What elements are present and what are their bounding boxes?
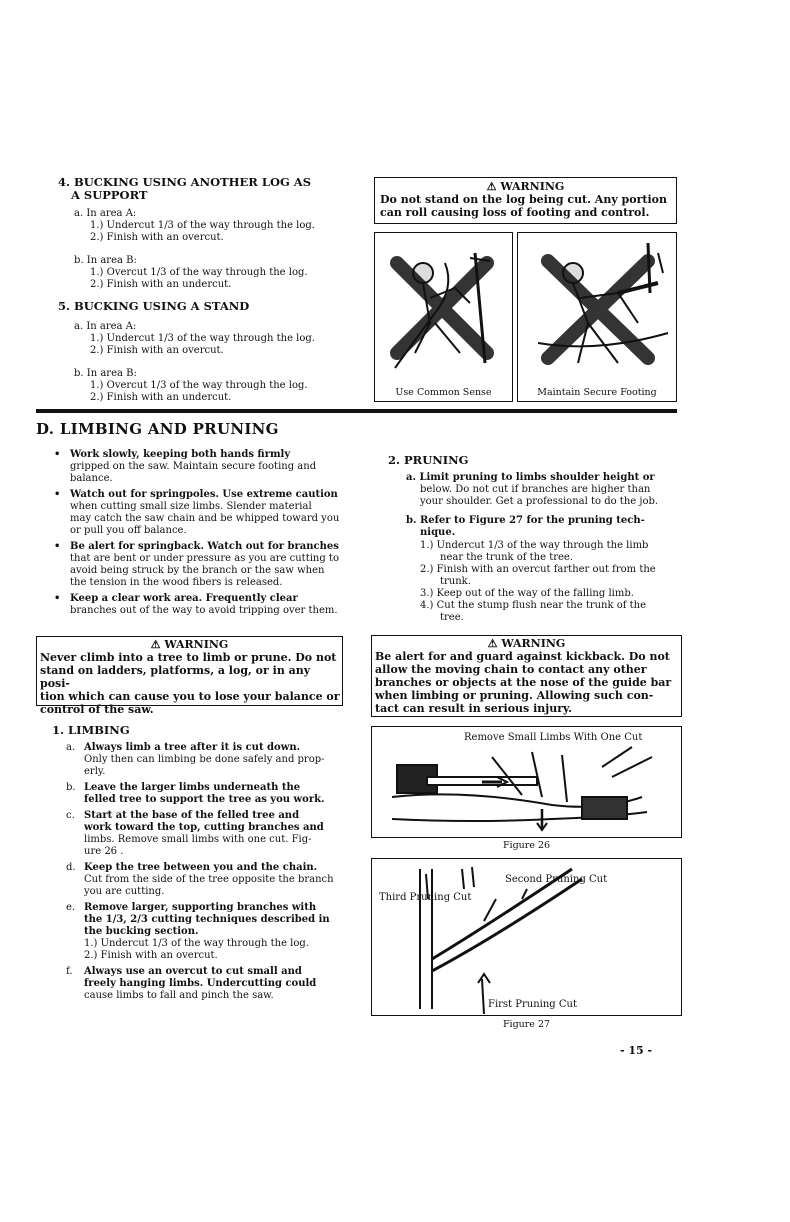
section-4b: b. In area B: 1.) Overcut 1/3 of the way through the log. 2.) Finish with an undercut.	[74, 255, 308, 290]
section-5b: b. In area B: 1.) Overcut 1/3 of the way through the log. 2.) Finish with an undercut.	[74, 368, 308, 403]
warning-title: ⚠ WARNING	[486, 180, 565, 193]
limbing-item: a. Always limb a tree after it is cut down. Only then can limbing be done safely and prop- erly.	[66, 742, 325, 777]
logger-x-illustration	[375, 233, 511, 383]
bullet-item: • Keep a clear work area. Frequently clear branches out of the way to avoid tripping over them.	[54, 593, 338, 616]
section-5-title: 5. BUCKING USING A STAND	[58, 299, 250, 313]
bullet-list	[52, 449, 350, 617]
caption-common-sense: Use Common Sense	[395, 387, 492, 398]
section-d-title: D. LIMBING AND PRUNING	[36, 420, 279, 438]
section-divider	[36, 409, 677, 413]
illustration-secure-footing	[517, 232, 677, 402]
pruning-b: b. Refer to Figure 27 for the pruning tech- nique.	[406, 515, 645, 538]
figure-27-box	[371, 858, 682, 1030]
illustration-common-sense	[374, 232, 513, 402]
figure-26-box	[371, 726, 682, 851]
limbing-item: e. Remove larger, supporting branches with the 1/3, 2/3 cutting techniques described in the bucking section. 1.) Undercut 1/3 of the way through the log. 2.) Finish with an overcut.	[66, 902, 330, 961]
limbing-list	[66, 742, 348, 1002]
bullet-dot: •	[54, 449, 61, 460]
figure-26-caption: Figure 26	[502, 840, 551, 851]
limbing-item: c. Start at the base of the felled tree and work toward the top, cutting branches and limbs. Remove small limbs with one cut. Fig- ure 26 .	[66, 810, 324, 857]
figure-26-label: Remove Small Limbs With One Cut	[464, 732, 643, 743]
bullet-item: • Work slowly, keeping both hands firmly gripped on the saw. Maintain secure footing and balance.	[54, 449, 317, 484]
limbing-item: d. Keep the tree between you and the chain. Cut from the side of the tree opposite the branch you are cutting.	[66, 862, 334, 897]
section-5a: a. In area A: 1.) Undercut 1/3 of the way through the log. 2.) Finish with an overcut.	[74, 321, 315, 356]
third-cut-label: Third Pruning Cut	[379, 892, 472, 903]
bullet-item: • Watch out for springpoles. Use extreme caution when cutting small size limbs. Slender material may catch the saw chain and be whipped toward you or pull you off balance.	[54, 489, 340, 536]
second-cut-label: Second Pruning Cut	[505, 874, 608, 885]
bullet-dot: •	[54, 541, 61, 552]
warning-box-top: ⚠ WARNING Do not stand on the log being cut. Any portion can roll causing loss of footing and control.	[374, 177, 677, 224]
limbing-item: f. Always use an overcut to cut small and freely hanging limbs. Undercutting could cause limbs to fall and pinch the saw.	[66, 966, 317, 1001]
limbing-title: 1. LIMBING	[52, 723, 130, 737]
section-4-title: 4. BUCKING USING ANOTHER LOG AS A SUPPORT	[58, 175, 312, 202]
warning-box-right: ⚠ WARNING Be alert for and guard against kickback. Do not allow the moving chain to contact any other branches or objects at the nose of the guide bar when limbing or pruning. Allowing such con- tact can result in serious injury.	[371, 635, 682, 717]
pruning-title: 2. PRUNING	[388, 453, 469, 467]
warning-box-left: ⚠ WARNING Never climb into a tree to limb or prune. Do not stand on ladders, platforms, a log, or in any posi- tion which can cause you to lose your balance or control of the saw.	[36, 636, 343, 706]
figure-27-caption: Figure 27	[502, 1019, 551, 1030]
bullet-dot: •	[54, 489, 61, 500]
bullet-item: • Be alert for springback. Watch out for branches that are bent or under pressure as you are cutting to avoid being struck by the branch or the saw when the tension in the wood fibers is released.	[54, 541, 339, 588]
section-4a: a. In area A: 1.) Undercut 1/3 of the way through the log. 2.) Finish with an overcut.	[74, 208, 315, 243]
pruning-a: a. Limit pruning to limbs shoulder height or below. Do not cut if branches are higher than your shoulder. Get a professional to do the job.	[406, 472, 659, 507]
bullet-dot: •	[54, 593, 61, 604]
footing-illustration	[518, 233, 674, 383]
chainsaw-limbing-illustration	[372, 727, 680, 835]
page-number: - 15 -	[620, 1044, 653, 1057]
caption-secure-footing: Maintain Secure Footing	[537, 387, 657, 398]
first-cut-label: First Pruning Cut	[488, 999, 577, 1010]
limbing-item: b. Leave the larger limbs underneath the felled tree to support the tree as you work.	[66, 782, 325, 805]
pruning-steps: 1.) Undercut 1/3 of the way through the limb near the trunk of the tree. 2.) Finish with an overcut farther out from the trunk. 3.) Keep out of the way of the falling limb. 4.) Cut the stump flush near the trunk of the tree.	[420, 540, 656, 623]
